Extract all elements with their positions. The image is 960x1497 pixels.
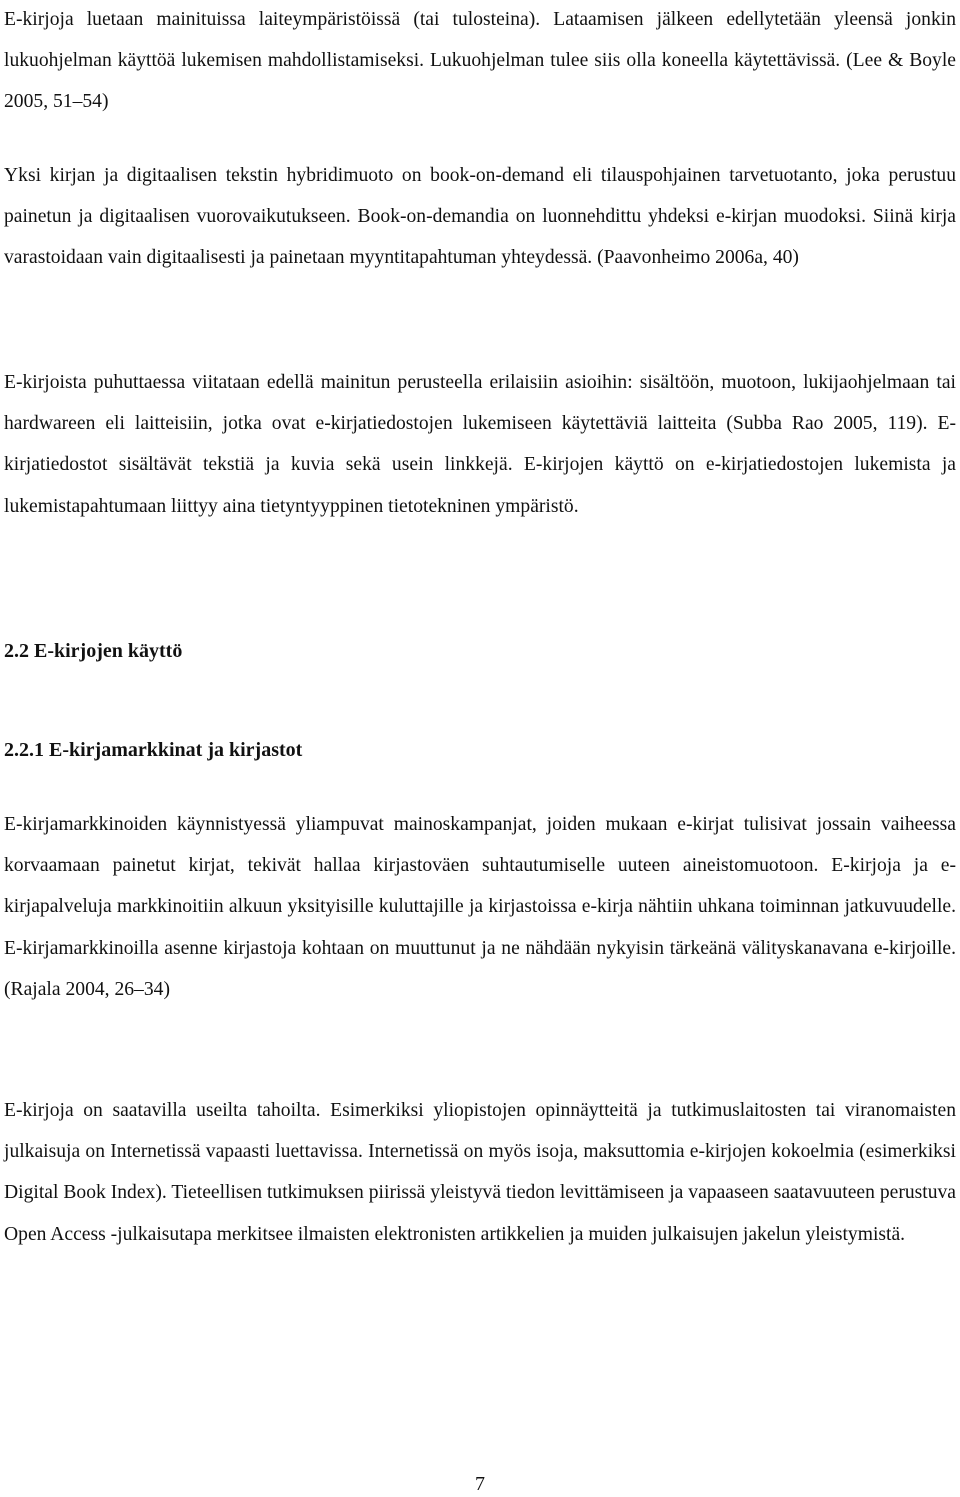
paragraph-book-on-demand: Yksi kirjan ja digitaalisen tekstin hybridimuoto on book-on-demand eli tilauspohjainen tarvetuotanto, joka perustuu painetun ja digitaalisen vuorovaikutukseen. Book-on-demandia on luonnehdittu yhdeksi e-kirjan muodoksi. Siinä kirja varastoidaan vain digitaalisesti ja painetaan myyntitapahtuman yhteydessä. (Paavonheimo 2006a, 40): [4, 165, 956, 269]
page-number: 7: [475, 1473, 485, 1495]
paragraph-ekirjojen-lukeminen: E-kirjoja luetaan mainituissa laiteympäristöissä (tai tulosteina). Lataamisen jälkeen edellytetään yleensä jonkin lukuohjelman käyttöä lukemisen mahdollistamiseksi. Lukuohjelman tulee siis olla koneella käytettävissä. (Lee & Boyle 2005, 51–54): [4, 9, 956, 113]
paragraph-ekirjojen-kaytto-ymparisto: E-kirjoista puhuttaessa viitataan edellä mainitun perusteella erilaisiin asioihin: sisältöön, muotoon, lukijaohjelmaan tai hardwareen eli laitteisiin, jotka ovat e-kirjatiedostojen lukemiseen käytettäviä laitteita (Subba Rao 2005, 119). E-kirjatiedostot sisältävät tekstiä ja kuvia sekä usein linkkejä. E-kirjojen käyttö on e-kirjatiedostojen lukemista ja lukemistapahtumaan liittyy aina tietyntyyppinen tietotekninen ympäristö.: [4, 372, 956, 517]
subsection-heading: 2.2.1 E-kirjamarkkinat ja kirjastot: [4, 739, 303, 761]
section-heading: 2.2 E-kirjojen käyttö: [4, 640, 183, 662]
paragraph-ekirjamarkkinat: E-kirjamarkkinoiden käynnistyessä yliampuvat mainoskampanjat, joiden mukaan e-kirjat tulisivat jossain vaiheessa korvaamaan painetut kirjat, tekivät hallaa kirjastoväen suhtautumiselle uuteen aineistomuotoon. E-kirjoja ja e-kirjapalveluja markkinoitiin alkuun yksityisille kuluttajille ja kirjastoissa e-kirja nähtiin uhkana toiminnan jatkuvuudelle. E-kirjamarkkinoilla asenne kirjastoja kohtaan on muuttunut ja ne nähdään nykyisin tärkeänä välityskanavana e-kirjoille. (Rajala 2004, 26–34): [4, 814, 956, 1000]
paragraph-saatavuus: E-kirjoja on saatavilla useilta tahoilta. Esimerkiksi yliopistojen opinnäytteitä ja tutkimuslaitosten tai viranomaisten julkaisuja on Internetissä vapaasti luettavissa. Internetissä on myös isoja, maksuttomia e-kirjojen kokoelmia (esimerkiksi Digital Book Index). Tieteellisen tutkimuksen piirissä yleistyvä tiedon levittämiseen ja vapaaseen saatavuuteen perustuva Open Access -julkaisutapa merkitsee ilmaisten elektronisten artikkelien ja muiden julkaisujen jakelun yleistymistä.: [4, 1100, 956, 1245]
